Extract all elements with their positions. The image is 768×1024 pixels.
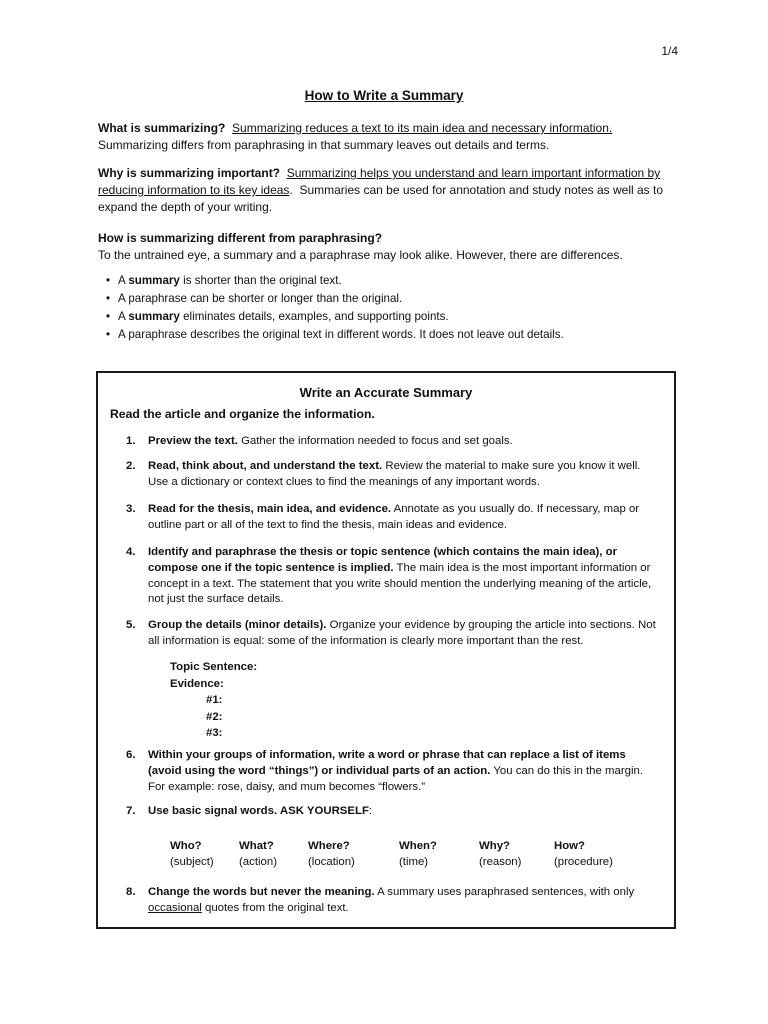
- bullet-icon: •: [106, 274, 111, 287]
- signal-word: When? (time): [399, 840, 437, 868]
- step-7: 7. Use basic signal words. ASK YOURSELF:: [126, 805, 373, 817]
- how-lead: To the untrained eye, a summary and a paraphrase may look alike. However, there are differences.: [98, 248, 623, 262]
- bullet-icon: •: [106, 310, 111, 323]
- step-2: 2. Read, think about, and understand the text. Review the material to make sure you know it well. Use a dictionary or context clues to find the meanings of any important words.: [126, 460, 641, 488]
- accurate-summary-box: [96, 371, 676, 929]
- list-item: • A summary is shorter than the original text.: [118, 272, 678, 290]
- signal-word: How? (procedure): [554, 840, 613, 868]
- box-title: Write an Accurate Summary: [299, 385, 473, 400]
- list-item: • A paraphrase describes the original text in different words. It does not leave out details.: [118, 326, 678, 344]
- section-why: [98, 165, 678, 216]
- section-how: [98, 230, 678, 344]
- how-question: How is summarizing different from paraphrasing?: [98, 231, 383, 245]
- why-answer-rest: Summaries can be used for annotation and study notes as well as to expand the depth of your writing.: [98, 183, 663, 214]
- why-answer-underlined: Summarizing helps you understand and learn important information by reducing information to its key ideas: [98, 166, 661, 197]
- what-answer-underlined: Summarizing reduces a text to its main idea and necessary information.: [232, 121, 613, 135]
- step-6: 6. Within your groups of information, write a word or phrase that can replace a list of items (avoid using the word “things”) or individual parts of an action. You can do this in the margin. For example: rose, daisy, and mum becomes “flowers.”: [126, 749, 643, 793]
- evidence-label: Evidence:: [170, 677, 224, 690]
- why-period: .: [289, 183, 293, 197]
- step-1: 1. Preview the text. Gather the information needed to focus and set goals.: [126, 435, 513, 447]
- what-answer-rest: Summarizing differs from paraphrasing in that summary leaves out details and terms.: [98, 138, 550, 152]
- step-4: 4. Identify and paraphrase the thesis or topic sentence (which contains the main idea), or compose one if the topic sentence is implied. The main idea is the most important information or concept in a text. The statement that you write should mention the underlying meaning of the article, not just the surface details.: [126, 546, 652, 606]
- bullet-icon: •: [106, 328, 111, 341]
- page-title: How to Write a Summary: [304, 88, 464, 103]
- evidence-outline: [170, 659, 257, 742]
- why-question: Why is summarizing important?: [98, 166, 281, 180]
- what-question: What is summarizing?: [98, 121, 226, 135]
- step-3: 3. Read for the thesis, main idea, and evidence. Annotate as you usually do. If necessary, map or outline part or all of the text to find the thesis, main ideas and evidence.: [126, 503, 640, 531]
- differences-list: [98, 272, 678, 344]
- box-subtitle: Read the article and organize the information.: [110, 407, 375, 421]
- signal-word: Why? (reason): [479, 840, 522, 868]
- bullet-icon: •: [106, 292, 111, 305]
- step-8: 8. Change the words but never the meaning. A summary uses paraphrased sentences, with only occasional quotes from the original text.: [126, 886, 635, 914]
- evidence-item: #2:: [206, 710, 223, 723]
- section-what: [98, 120, 678, 154]
- list-item: • A paraphrase can be shorter or longer than the original.: [118, 290, 678, 308]
- evidence-item: #1:: [206, 694, 223, 706]
- signal-word: What? (action): [239, 840, 277, 868]
- step-5: 5. Group the details (minor details). Organize your evidence by grouping the article into sections. Not all information is equal: some of the information is clearly more important than the rest.: [126, 619, 656, 647]
- signal-word: Where? (location): [308, 840, 355, 868]
- evidence-item: #3:: [206, 727, 223, 739]
- signal-word: Who? (subject): [170, 840, 214, 868]
- topic-sentence-label: Topic Sentence:: [170, 661, 258, 673]
- list-item: • A summary eliminates details, examples, and supporting points.: [118, 308, 678, 326]
- page-number: 1/4: [661, 44, 678, 58]
